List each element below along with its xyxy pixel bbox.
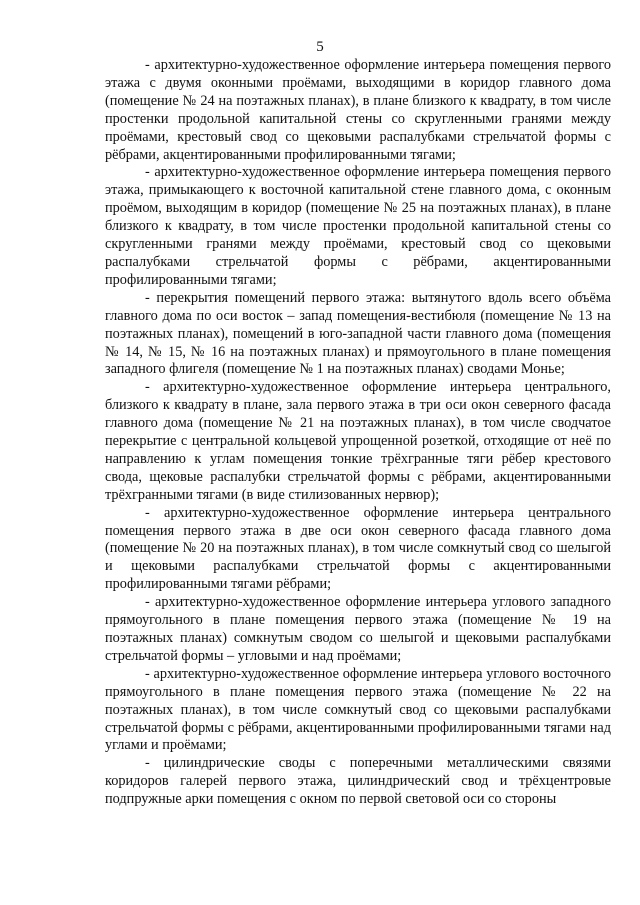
paragraph-room-20: - архитектурно-художественное оформление интерьера центрального помещения первого этажа в две оси окон северного фасада главного дома (помещение № 20 на поэтажных планах), в том числе сомкнутый свод со шелыгой и щековыми распалубками стрельчатой формы с акцентированными профилированными тягами рёбрами; bbox=[105, 504, 611, 593]
paragraph-monier-vaults: - перекрытия помещений первого этажа: вытянутого вдоль всего объёма главного дома по оси восток – запад помещения-вестибюля (помещение № 13 на поэтажных планах), помещений в юго-западной части главного дома (помещения № 14, № 15, № 16 на поэтажных планах) и прямоугольного в плане помещения западного флигеля (помещение № 1 на поэтажных планах) сводами Монье; bbox=[105, 289, 611, 378]
paragraph-room-19: - архитектурно-художественное оформление интерьера углового западного прямоугольного в плане помещения первого этажа (помещение № 19 на поэтажных планах) сомкнутым сводом со шелыгой и щековыми распалубками стрельчатой формы – угловыми и над проёмами; bbox=[105, 594, 611, 664]
page-number: 5 bbox=[316, 39, 324, 55]
paragraph-cylindrical-vaults: - цилиндрические своды с поперечными металлическими связями коридоров галерей первого этажа, цилиндрический свод и трёхцентровые подпружные арки помещения с окном по первой световой оси со стороны bbox=[105, 755, 611, 808]
paragraph-room-25: - архитектурно-художественное оформление интерьера помещения первого этажа, примыкающего к восточной капитальной стене главного дома, с оконным проёмом, выходящим в коридор (помещение № 25 на поэтажных планах), в плане близкого к квадрату, в том числе простенки продольной капитальной стены со скругленными гранями между проёмами, крестовый свод со щековыми распалубками стрельчатой формы с рёбрами, акцентированными профилированными тягами; bbox=[105, 164, 611, 288]
paragraph-room-21: - архитектурно-художественное оформление интерьера центрального, близкого к квадрату в плане, зала первого этажа в три оси окон северного фасада главного дома (помещение № 21 на поэтажных планах), в том числе сводчатое перекрытие с центральной кольцевой упрощенной розеткой, отходящие от неё по направлению к углам помещения тонкие трёхгранные тяги рёбер крестового свода, щековые распалубки стрельчатой формы с рёбрами, акцентированными трёхгранными тягами (в виде стилизованных нервюр); bbox=[105, 379, 611, 503]
paragraph-room-24: - архитектурно-художественное оформление интерьера помещения первого этажа с двумя оконными проёмами, выходящими в коридор главного дома (помещение № 24 на поэтажных планах), в плане близкого к квадрату, в том числе простенки продольной капитальной стены со скругленными гранями между проёмами, крестовый свод со щековыми распалубками стрельчатой формы с рёбрами, акцентированными профилированными тягами; bbox=[105, 57, 611, 163]
paragraph-room-22: - архитектурно-художественное оформление интерьера углового восточного прямоугольного в плане помещения первого этажа (помещение № 22 на поэтажных планах), в том числе сомкнутый свод со щековыми распалубками стрельчатой формы с рёбрами, акцентированными профилированными тягами над углами и проёмами; bbox=[105, 665, 611, 754]
document-body bbox=[105, 57, 611, 809]
